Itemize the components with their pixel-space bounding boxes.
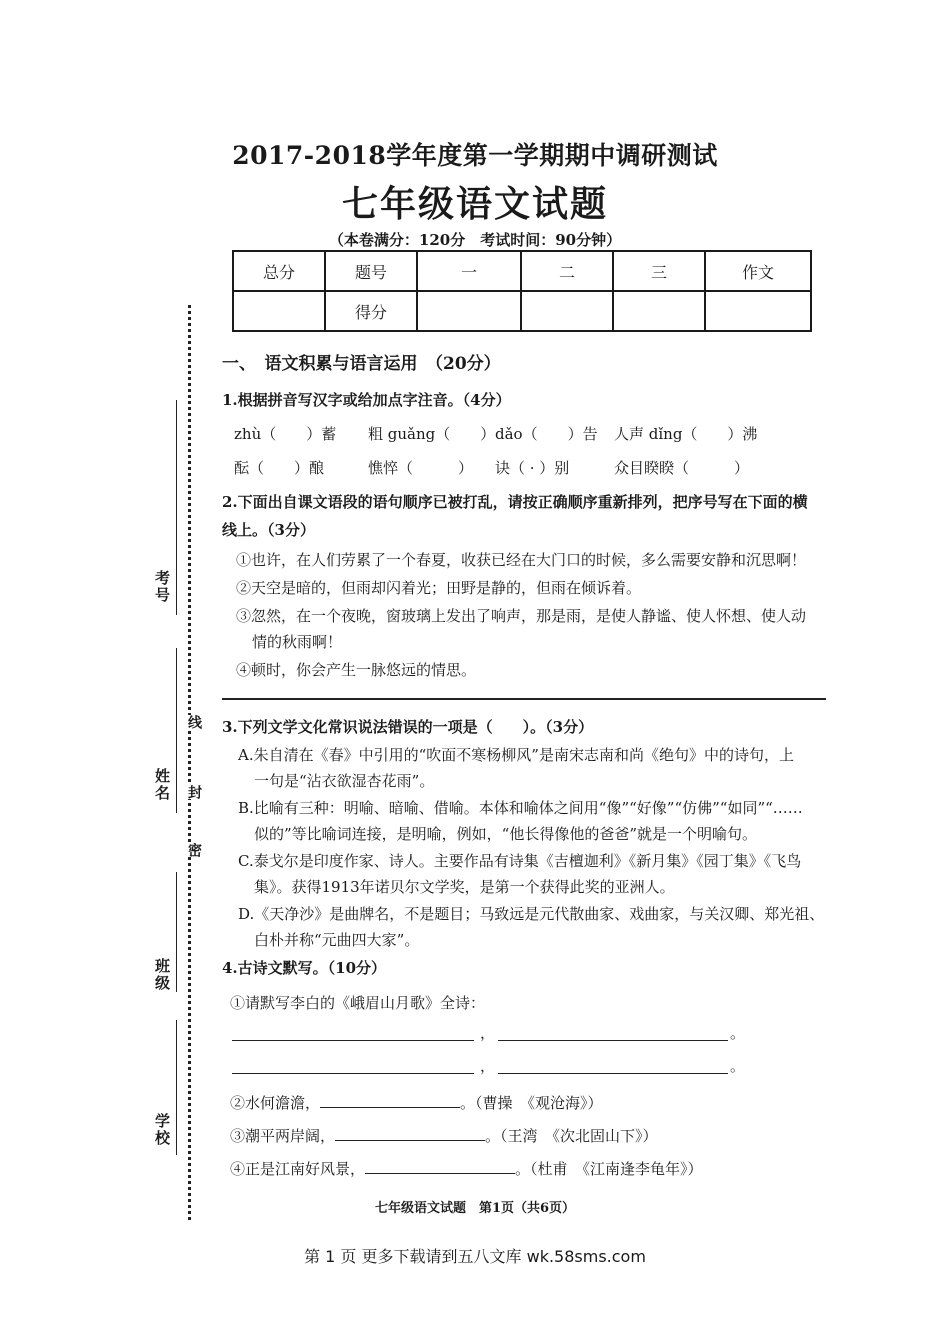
score-table-cell: 作文 bbox=[705, 251, 811, 291]
q2-sentence: ③忽然，在一个夜晚，窗玻璃上发出了响声，那是雨，是使人静谧、使人怀想、使人动 bbox=[236, 607, 807, 625]
score-table bbox=[232, 250, 812, 332]
score-table-cell: 一 bbox=[417, 251, 521, 291]
q4-prompt-4-pre: ④正是江南好风景， bbox=[230, 1160, 366, 1178]
banji-blank-line bbox=[176, 872, 177, 992]
score-table-header-row bbox=[233, 251, 811, 291]
score-table-cell: 总分 bbox=[233, 251, 325, 291]
score-table-score-row bbox=[233, 291, 811, 331]
q3-option-d-cont: 白朴并称“元曲四大家”。 bbox=[254, 931, 420, 949]
q2-sentence: ①也许，在人们劳累了一个春夏，收获已经在大门口的时候，多么需要安静和沉思啊！ bbox=[236, 551, 807, 569]
q4-blank-4[interactable] bbox=[365, 1173, 515, 1174]
q4-prompt-4-post: 。（杜甫 《江南逢李龟年》） bbox=[515, 1160, 703, 1178]
question-1-title: 1.根据拼音写汉字或给加点字注音。（4分） bbox=[222, 391, 511, 409]
q2-sentence-cont: 情的秋雨啊！ bbox=[252, 633, 343, 651]
question-2-title: 2.下面出自课文语段的语句顺序已被打乱，请按正确顺序重新排列，把序号写在下面的横 bbox=[222, 493, 808, 511]
exam-subject-title: 七年级语文试题 bbox=[341, 183, 608, 225]
q4-blank-2[interactable] bbox=[320, 1107, 460, 1108]
score-cell-essay[interactable] bbox=[705, 291, 811, 331]
q4-prompt-2 bbox=[230, 1092, 603, 1113]
q4-prompt-2-post: 。（曹操 《观沧海》） bbox=[460, 1094, 603, 1112]
q1-item: 憔悴（ ） bbox=[368, 459, 474, 477]
q2-sentence: ②天空是暗的，但雨却闪着光；田野是静的，但雨在倾诉着。 bbox=[236, 579, 642, 597]
binding-dotted-line bbox=[188, 305, 191, 1220]
score-cell-1[interactable] bbox=[417, 291, 521, 331]
q3-option-b-cont: 似的”等比喻词连接，是明喻，例如，“他长得像他的爸爸”就是一个明喻句。 bbox=[254, 825, 758, 843]
q4-prompt-2-pre: ②水何澹澹， bbox=[230, 1094, 321, 1112]
q4-prompt-3 bbox=[230, 1125, 658, 1146]
q1-item: 粗 guǎng（ ） bbox=[368, 425, 496, 443]
q4-prompt-3-post: 。（王湾 《次北固山下》） bbox=[485, 1127, 658, 1145]
q4-prompt-3-pre: ③潮平两岸阔， bbox=[230, 1127, 336, 1145]
score-cell-3[interactable] bbox=[613, 291, 705, 331]
q3-option-a-cont: 一句是“沾衣欲湿杏花雨”。 bbox=[254, 772, 435, 790]
label-xuexiao: 学校 bbox=[153, 1113, 171, 1147]
q4-prompt-1: ①请默写李白的《峨眉山月歌》全诗： bbox=[230, 994, 486, 1012]
q4-blank-line[interactable] bbox=[498, 1040, 728, 1041]
exam-title: 2017-2018学年度第一学期期中调研测试 bbox=[232, 141, 718, 170]
label-kaohao: 考号 bbox=[153, 570, 171, 604]
q1-item: 诀（ · ）别 bbox=[495, 459, 570, 477]
seal-feng: 封 bbox=[186, 785, 202, 799]
kaohao-blank-line bbox=[176, 400, 177, 615]
q2-answer-line[interactable] bbox=[222, 698, 826, 700]
q4-blank-line[interactable] bbox=[232, 1073, 474, 1074]
q3-option-d: D.《天净沙》是曲牌名，不是题目；马致远是元代散曲家、戏曲家，与关汉卿、郑光祖、 bbox=[238, 905, 825, 923]
xuexiao-blank-line bbox=[176, 1020, 177, 1155]
q1-item: dǎo（ ）告 bbox=[495, 425, 598, 443]
q4-period: 。 bbox=[730, 1024, 746, 1042]
q4-blank-line[interactable] bbox=[498, 1073, 728, 1074]
q4-period: 。 bbox=[730, 1057, 746, 1075]
q3-option-c-cont: 集》。获得1913年诺贝尔文学奖，是第一个获得此奖的亚洲人。 bbox=[254, 878, 675, 896]
q4-prompt-4 bbox=[230, 1158, 703, 1179]
label-xingming: 姓名 bbox=[153, 768, 171, 802]
question-3-title: 3.下列文学文化常识说法错误的一项是（ ）。（3分） bbox=[222, 718, 594, 736]
xingming-blank-line bbox=[176, 648, 177, 813]
q3-option-b: B.比喻有三种：明喻、暗喻、借喻。本体和喻体之间用“像”“好像”“仿佛”“如同”“…… bbox=[238, 799, 803, 817]
page-footer: 七年级语文试题 第1页（共6页） bbox=[374, 1201, 576, 1216]
q1-item: 酝（ ）酿 bbox=[234, 459, 325, 477]
section-1-title: 一、 语文积累与语言运用 （20分） bbox=[222, 354, 501, 374]
score-cell-2[interactable] bbox=[521, 291, 613, 331]
q4-blank-3[interactable] bbox=[335, 1140, 485, 1141]
question-2-title-cont: 线上。（3分） bbox=[222, 521, 315, 539]
q4-blank-line[interactable] bbox=[232, 1040, 474, 1041]
download-note: 第 1 页 更多下载请到五八文库 wk.58sms.com bbox=[304, 1247, 646, 1266]
seal-mi: 密 bbox=[186, 843, 202, 857]
score-table-cell: 得分 bbox=[325, 291, 417, 331]
total-score-cell[interactable] bbox=[233, 291, 325, 331]
q1-item: 人声 dǐng（ ）沸 bbox=[614, 425, 758, 443]
q4-comma: ， bbox=[480, 1024, 496, 1042]
q3-option-c: C.泰戈尔是印度作家、诗人。主要作品有诗集《吉檀迦利》《新月集》《园丁集》《飞鸟 bbox=[238, 852, 802, 870]
q1-item: zhù（ ）蓄 bbox=[234, 425, 337, 443]
label-banji: 班级 bbox=[153, 958, 171, 992]
exam-info: （本卷满分：120分 考试时间：90分钟） bbox=[328, 231, 622, 249]
seal-xian: 线 bbox=[186, 715, 202, 729]
score-table-cell: 三 bbox=[613, 251, 705, 291]
q2-sentence: ④顿时，你会产生一脉悠远的情思。 bbox=[236, 661, 477, 679]
q3-option-a: A.朱自清在《春》中引用的“吹面不寒杨柳风”是南宋志南和尚《绝句》中的诗句，上 bbox=[238, 746, 794, 764]
q4-comma: ， bbox=[480, 1057, 496, 1075]
score-table-cell: 二 bbox=[521, 251, 613, 291]
q1-item: 众目睽睽（ ） bbox=[614, 459, 750, 477]
question-4-title: 4.古诗文默写。（10分） bbox=[222, 959, 387, 977]
score-table-cell: 题号 bbox=[325, 251, 417, 291]
